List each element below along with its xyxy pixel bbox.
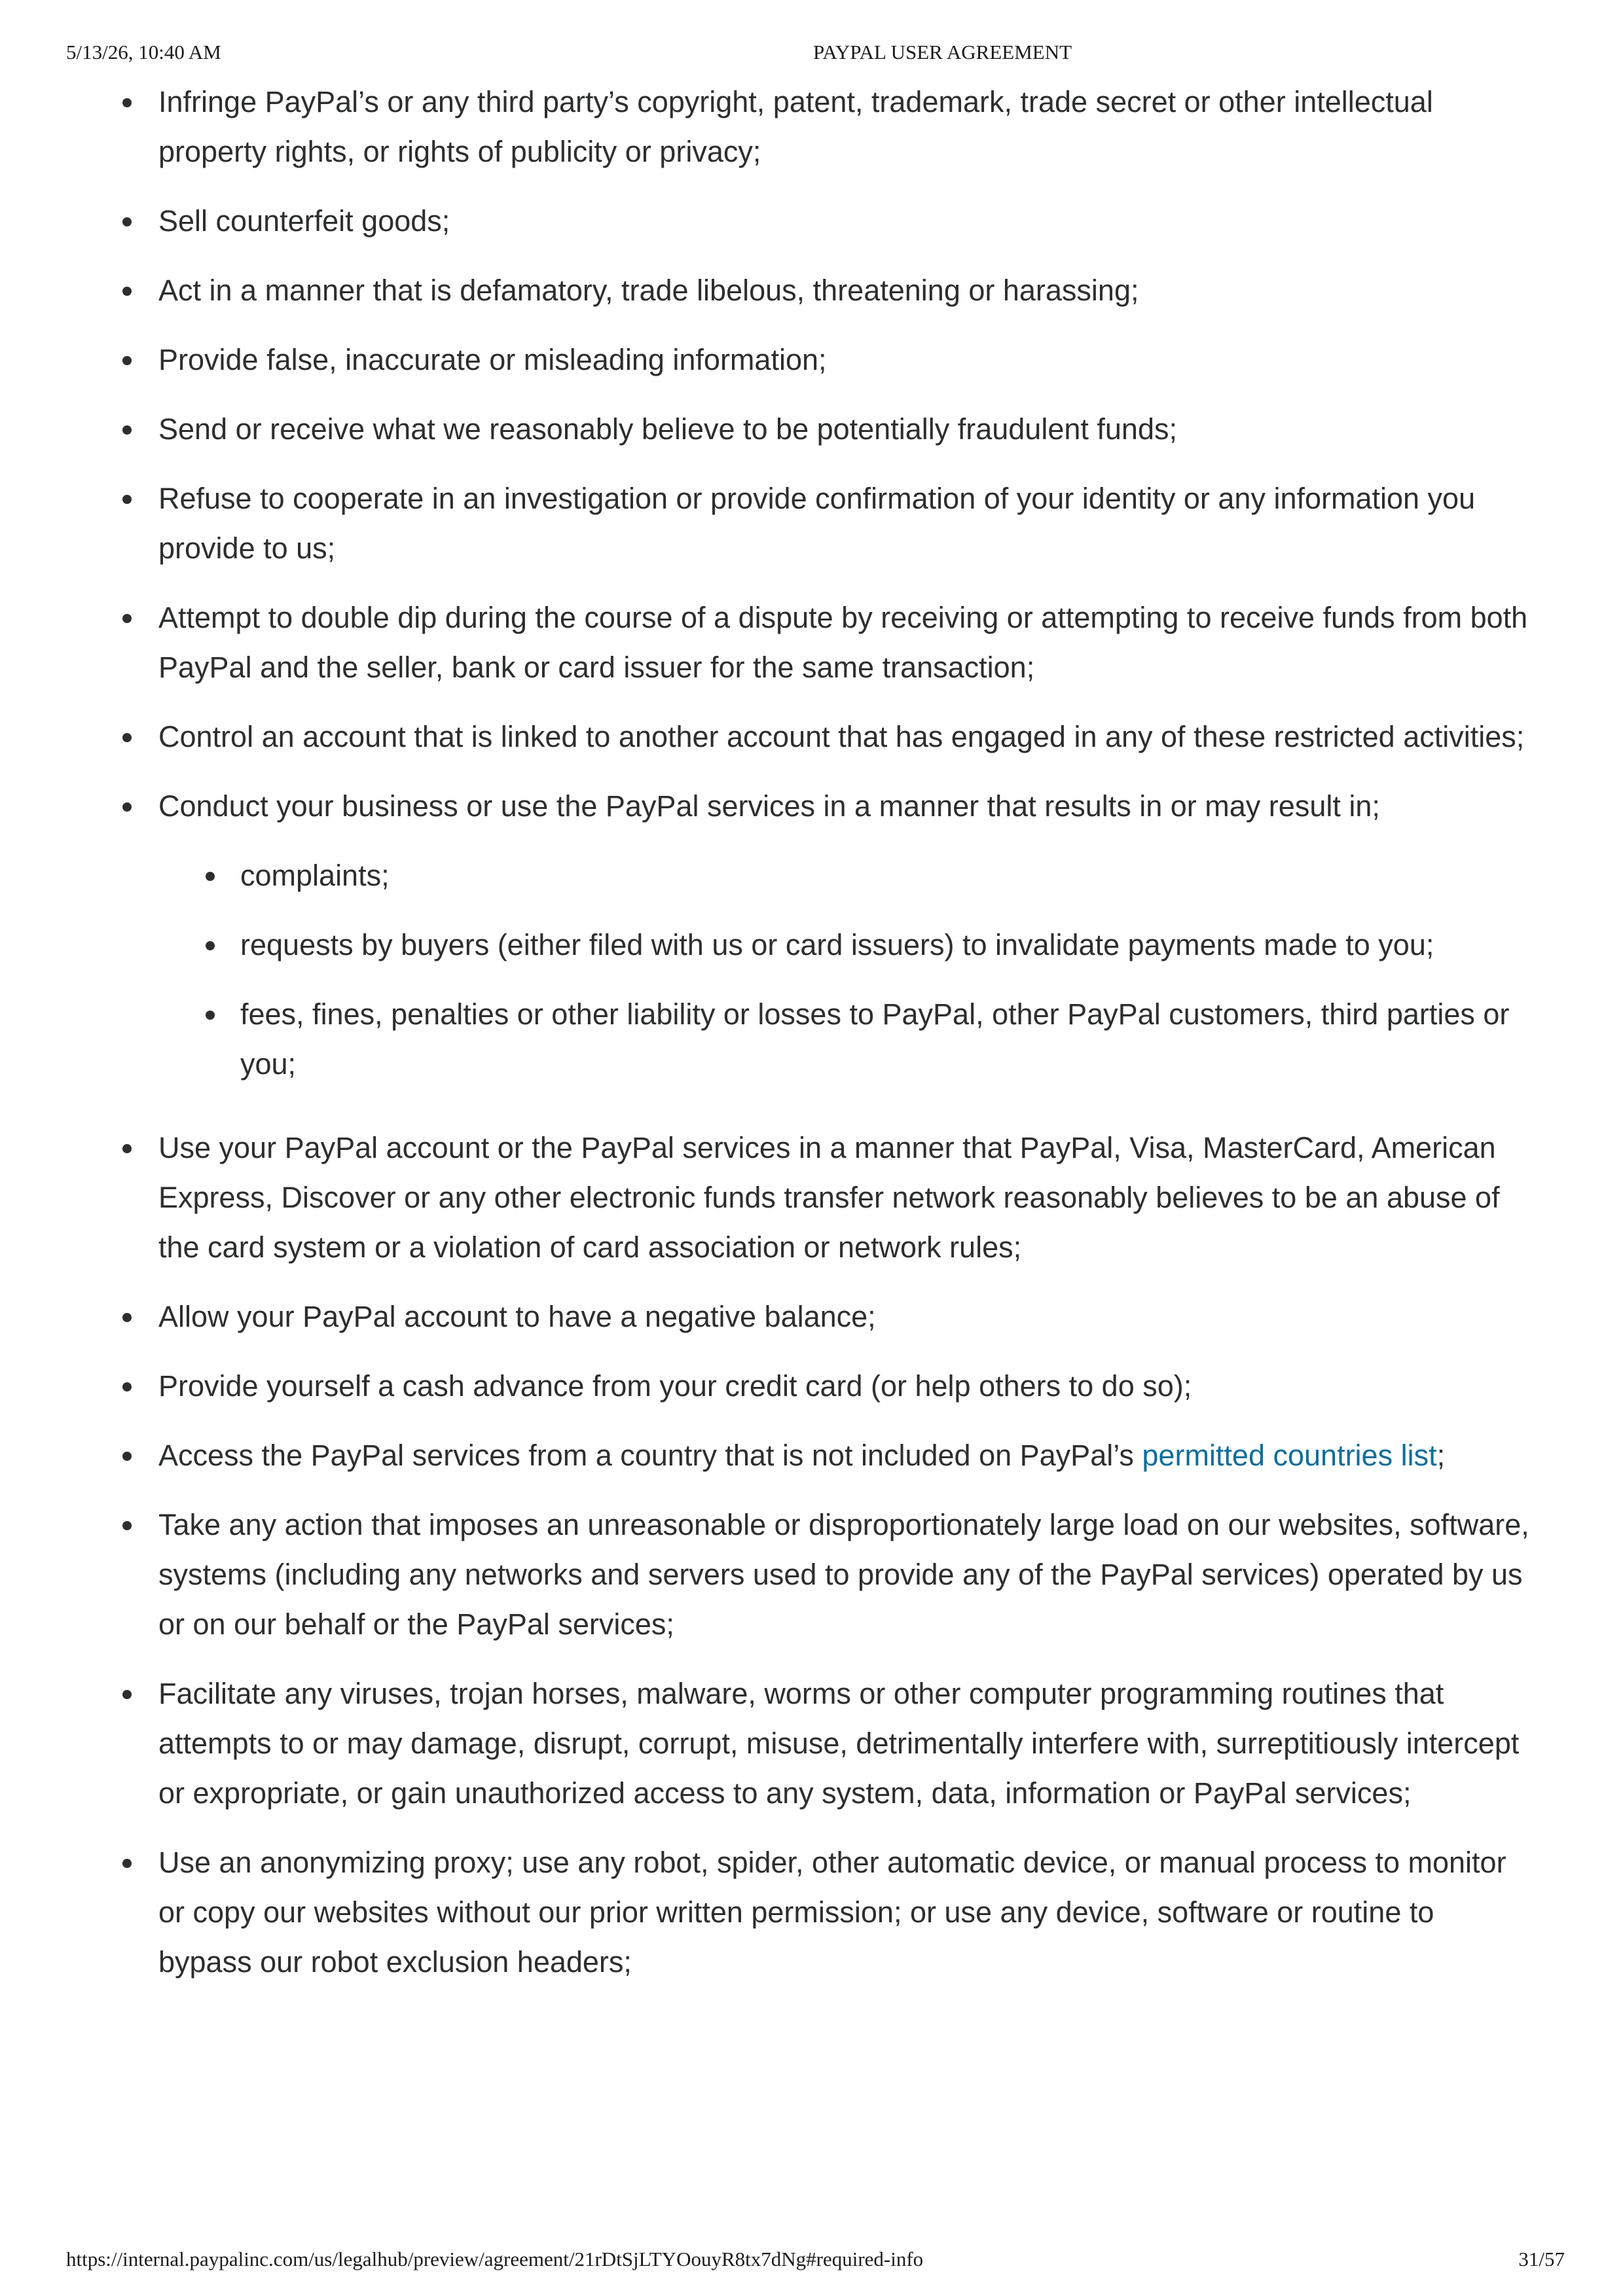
list-item: Provide yourself a cash advance from your credit card (or help others to do so); [0, 1361, 1623, 1411]
page-url: https://internal.paypalinc.com/us/legalhub/preview/agreement/21rDtSjLTYOouyR8tx7dNg#required-info [66, 2248, 924, 2270]
list-item-punctuation: ; [1436, 1439, 1446, 1472]
list-item: Use your PayPal account or the PayPal services in a manner that PayPal, Visa, MasterCard, American Express, Discover or any other electronic funds transfer network reasonably believes to be an abuse of the card system or a violation of card association or network rules; [0, 1123, 1623, 1272]
list-item: Attempt to double dip during the course of a dispute by receiving or attempting to receive funds from both PayPal and the seller, bank or card issuer for the same transaction; [0, 593, 1623, 692]
permitted-countries-link[interactable]: permitted countries list [1142, 1439, 1437, 1472]
list-item: Infringe PayPal’s or any third party’s copyright, patent, trademark, trade secret or other intellectual property rights, or rights of publicity or privacy; [0, 77, 1623, 177]
list-item: Refuse to cooperate in an investigation or provide confirmation of your identity or any information you provide to us; [0, 474, 1623, 573]
document-title: PAYPAL USER AGREEMENT [812, 41, 1072, 63]
sub-list-item: complaints; [158, 851, 1531, 901]
list-item: Act in a manner that is defamatory, trade libelous, threatening or harassing; [0, 266, 1623, 315]
list-item: Send or receive what we reasonably believe to be potentially fraudulent funds; [0, 404, 1623, 454]
list-item: Facilitate any viruses, trojan horses, malware, worms or other computer programming routines that attempts to or may damage, disrupt, corrupt, misuse, detrimentally interfere with, surreptitiously intercept or expropriate, or gain unauthorized access to any system, data, information or PayPal services; [0, 1669, 1623, 1818]
list-item [0, 1431, 1623, 1480]
page-number: 31/57 [1518, 2248, 1565, 2270]
list-item: Provide false, inaccurate or misleading information; [0, 335, 1623, 385]
agreement-content [0, 77, 1623, 2007]
print-header [0, 41, 1623, 73]
list-item [0, 781, 1623, 1089]
sub-list-item: requests by buyers (either filed with us or card issuers) to invalidate payments made to you; [158, 920, 1531, 970]
list-item: Allow your PayPal account to have a negative balance; [0, 1292, 1623, 1342]
print-footer [0, 2248, 1623, 2280]
list-item: Use an anonymizing proxy; use any robot, spider, other automatic device, or manual process to monitor or copy our websites without our prior written permission; or use any device, software or routine to bypass our robot exclusion headers; [0, 1838, 1623, 1987]
sub-list-item: fees, fines, penalties or other liability or losses to PayPal, other PayPal customers, third parties or you; [158, 990, 1531, 1089]
print-datetime: 5/13/26, 10:40 AM [66, 41, 221, 63]
list-item-text: Access the PayPal services from a country that is not included on PayPal’s [158, 1439, 1142, 1472]
restricted-activities-list [0, 77, 1623, 1987]
list-item: Take any action that imposes an unreasonable or disproportionately large load on our websites, software, systems (including any networks and servers used to provide any of the PayPal services) operated by us or on our behalf or the PayPal services; [0, 1500, 1623, 1649]
list-item: Control an account that is linked to another account that has engaged in any of these restricted activities; [0, 712, 1623, 762]
sub-list [158, 851, 1531, 1089]
list-item: Sell counterfeit goods; [0, 196, 1623, 246]
list-item-text: Conduct your business or use the PayPal services in a manner that results in or may result in; [158, 789, 1380, 823]
